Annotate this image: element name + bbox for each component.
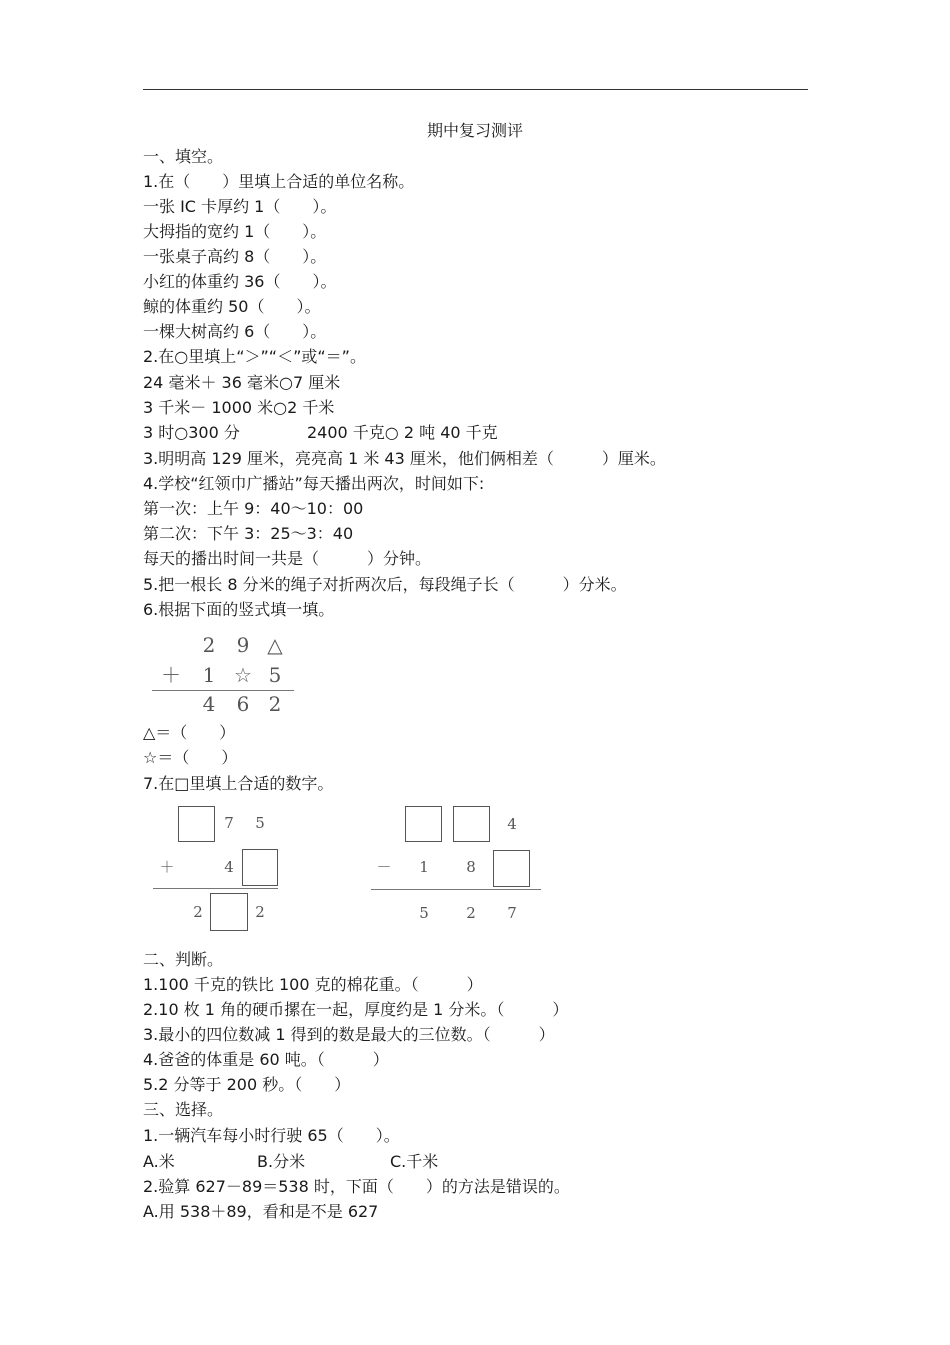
digit: 5: [419, 904, 429, 922]
digit: 5: [255, 814, 265, 832]
page-title: 期中复习测评: [426, 121, 523, 140]
question-item: 小红的体重约 36（ ）。: [143, 272, 337, 291]
question: 3.明明高 129 厘米，亮亮高 1 米 43 厘米，他们俩相差（ ）厘米。: [143, 449, 666, 468]
question: 2.验算 627－89＝538 时，下面（ ）的方法是错误的。: [143, 1177, 570, 1196]
minus-sign: －: [376, 858, 392, 876]
question: 7.在□里填上合适的数字。: [143, 774, 334, 793]
digit: 2: [193, 903, 203, 921]
digit: 2: [466, 904, 476, 922]
question-item: 2400 千克○ 2 吨 40 千克: [307, 423, 498, 442]
blank-box[interactable]: [405, 806, 442, 842]
digit: 4: [202, 692, 216, 716]
question: 3.最小的四位数减 1 得到的数是最大的三位数。（ ）: [143, 1025, 555, 1044]
question-item: 3 时○300 分: [143, 423, 240, 442]
digit: 7: [224, 814, 234, 832]
section-heading: 一、填空。: [143, 147, 224, 166]
answer-line: △＝（ ）: [143, 723, 236, 742]
blank-box[interactable]: [210, 893, 248, 931]
question-item: 第一次：上午 9：40～10：00: [143, 499, 364, 518]
question: 5.2 分等于 200 秒。（ ）: [143, 1075, 351, 1094]
question-item: 大拇指的宽约 1（ ）。: [143, 222, 327, 241]
digit: 1: [419, 858, 429, 876]
question-item: 每天的播出时间一共是（ ）分钟。: [143, 549, 432, 568]
section-heading: 二、判断。: [143, 950, 224, 969]
digit: 9: [236, 633, 250, 657]
blank-box[interactable]: [453, 806, 490, 842]
question-item: 24 毫米＋ 36 毫米○7 厘米: [143, 373, 341, 392]
question-item: 一张桌子高约 8（ ）。: [143, 247, 327, 266]
digit: 1: [202, 663, 216, 687]
sum-line: [152, 690, 294, 691]
blank-box[interactable]: [178, 806, 215, 842]
difference-line: [371, 889, 541, 890]
digit: 5: [268, 663, 282, 687]
question: 1.在（ ）里填上合适的单位名称。: [143, 172, 415, 191]
choice-b[interactable]: B.分米: [257, 1152, 306, 1171]
digit: 6: [236, 692, 250, 716]
question: 6.根据下面的竖式填一填。: [143, 600, 335, 619]
question-item: 一张 IC 卡厚约 1（ ）。: [143, 197, 337, 216]
question-item: 第二次：下午 3：25～3：40: [143, 524, 354, 543]
choice-a[interactable]: A.用 538＋89，看和是不是 627: [143, 1202, 379, 1221]
star-symbol: ☆: [234, 663, 252, 687]
question: 1.一辆汽车每小时行驶 65（ ）。: [143, 1126, 400, 1145]
question-item: 一棵大树高约 6（ ）。: [143, 322, 327, 341]
plus-sign: ＋: [159, 858, 175, 876]
sum-line: [153, 888, 278, 889]
question-item: 鲸的体重约 50（ ）。: [143, 297, 321, 316]
question: 2.在○里填上“＞”“＜”或“＝”。: [143, 347, 366, 366]
blank-box[interactable]: [493, 850, 530, 887]
question: 4.爸爸的体重是 60 吨。（ ）: [143, 1050, 389, 1069]
question: 5.把一根长 8 分米的绳子对折两次后，每段绳子长（ ）分米。: [143, 575, 627, 594]
header-rule: [143, 89, 808, 90]
digit: 4: [507, 815, 517, 833]
question-item: 3 千米－ 1000 米○2 千米: [143, 398, 335, 417]
question: 4.学校“红领巾广播站”每天播出两次，时间如下:: [143, 474, 485, 493]
plus-sign: ＋: [161, 663, 181, 687]
triangle-symbol: △: [267, 633, 283, 657]
digit: 2: [202, 633, 216, 657]
choice-a[interactable]: A.米: [143, 1152, 175, 1171]
digit: 2: [268, 692, 282, 716]
question: 2.10 枚 1 角的硬币摞在一起，厚度约是 1 分米。（ ）: [143, 1000, 569, 1019]
digit: 2: [255, 903, 265, 921]
digit: 7: [507, 904, 517, 922]
digit: 8: [466, 858, 476, 876]
answer-line: ☆＝（ ）: [143, 748, 238, 767]
section-heading: 三、选择。: [143, 1100, 224, 1119]
question: 1.100 千克的铁比 100 克的棉花重。（ ）: [143, 975, 483, 994]
digit: 4: [224, 858, 234, 876]
blank-box[interactable]: [242, 849, 278, 886]
choice-c[interactable]: C.千米: [390, 1152, 439, 1171]
